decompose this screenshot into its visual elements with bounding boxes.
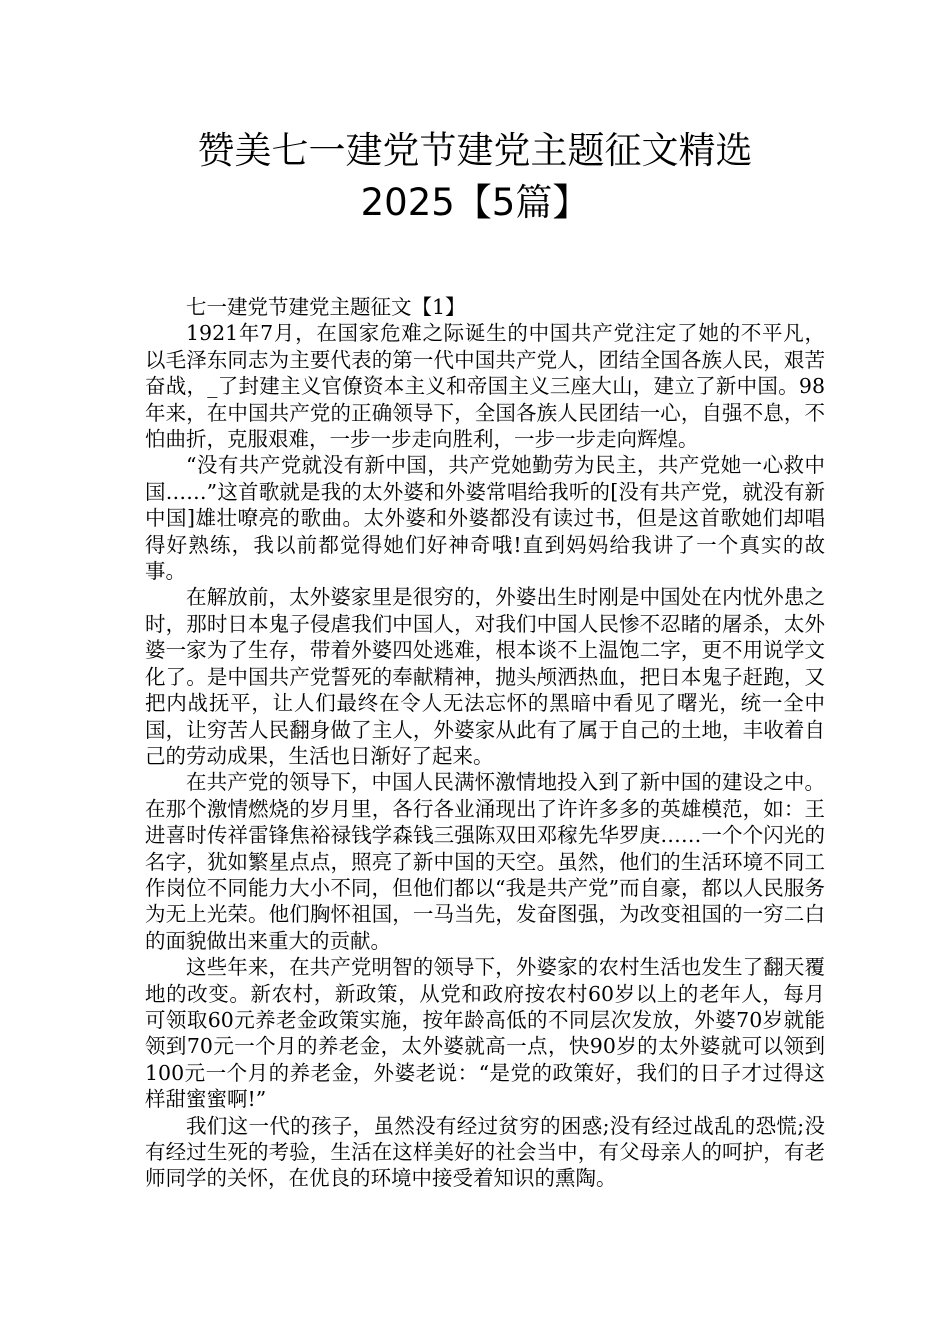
paragraph: 在共产党的领导下，中国人民满怀激情地投入到了新中国的建设之中。在那个激情燃烧的岁月里，各行各业涌现出了许许多多的英雄模范，如：王进喜时传祥雷锋焦裕禄钱学森钱三强陈双田邓稼先华罗庚……一个个闪光的名字，犹如繁星点点，照亮了新中国的天空。虽然，他们的生活环境不同工作岗位不同能力大小不同，但他们都以“我是共产党”而自豪，都以人民服务为无上光荣。他们胸怀祖国，一马当先，发奋图强，为改变祖国的一穷二白的面貌做出来重大的贡献。 [145,770,825,953]
section-heading: 七一建党节建党主题征文【1】 [186,295,466,319]
document-body [145,294,825,1192]
document-title-line2: 2025【5篇】 [360,181,590,224]
paragraph: 1921年7月，在国家危难之际诞生的中国共产党注定了她的不平凡，以毛泽东同志为主要代表的第一代中国共产党人，团结全国各族人民，艰苦奋战，_了封建主义官僚资本主义和帝国主义三座大山，建立了新中国。98年来，在中国共产党的正确领导下，全国各族人民团结一心，自强不息，不怕曲折，克服艰难，一步一步走向胜利，一步一步走向辉煌。 [145,321,825,452]
paragraph: 我们这一代的孩子，虽然没有经过贫穷的困惑;没有经过战乱的恐慌;没有经过生死的考验，生活在这样美好的社会当中，有父母亲人的呵护，有老师同学的关怀，在优良的环境中接受着知识的熏陶。 [145,1113,825,1191]
paragraph: “没有共产党就没有新中国，共产党她勤劳为民主，共产党她一心救中国……”这首歌就是我的太外婆和外婆常唱给我听的[没有共产党，就没有新中国]雄壮嘹亮的歌曲。太外婆和外婆都没有读过书，但是这首歌她们却唱得好熟练，我以前都觉得她们好神奇哦!直到妈妈给我讲了一个真实的故事。 [145,453,825,584]
paragraph: 在解放前，太外婆家里是很穷的，外婆出生时刚是中国处在内忧外患之时，那时日本鬼子侵虐我们中国人，对我们中国人民惨不忍睹的屠杀，太外婆一家为了生存，带着外婆四处逃难，根本谈不上温饱二字，更不用说学文化了。是中国共产党誓死的奉献精神，抛头颅洒热血，把日本鬼子赶跑，又把内战抚平，让人们最终在令人无法忘怀的黑暗中看见了曙光，统一全中国，让穷苦人民翻身做了主人，外婆家从此有了属于自己的土地，丰收着自己的劳动成果，生活也日渐好了起来。 [145,585,825,768]
paragraph: 这些年来，在共产党明智的领导下，外婆家的农村生活也发生了翻天覆地的改变。新农村，新政策，从党和政府按农村60岁以上的老年人，每月可领取60元养老金政策实施，按年龄高低的不同层次发放，外婆70岁就能领到70元一个月的养老金，太外婆就高一点，快90岁的太外婆就可以领到100元一个月的养老金，外婆老说：“是党的政策好，我们的日子才过得这样甜蜜蜜啊!” [145,955,825,1112]
document-title-line1: 赞美七一建党节建党主题征文精选 [197,129,753,172]
